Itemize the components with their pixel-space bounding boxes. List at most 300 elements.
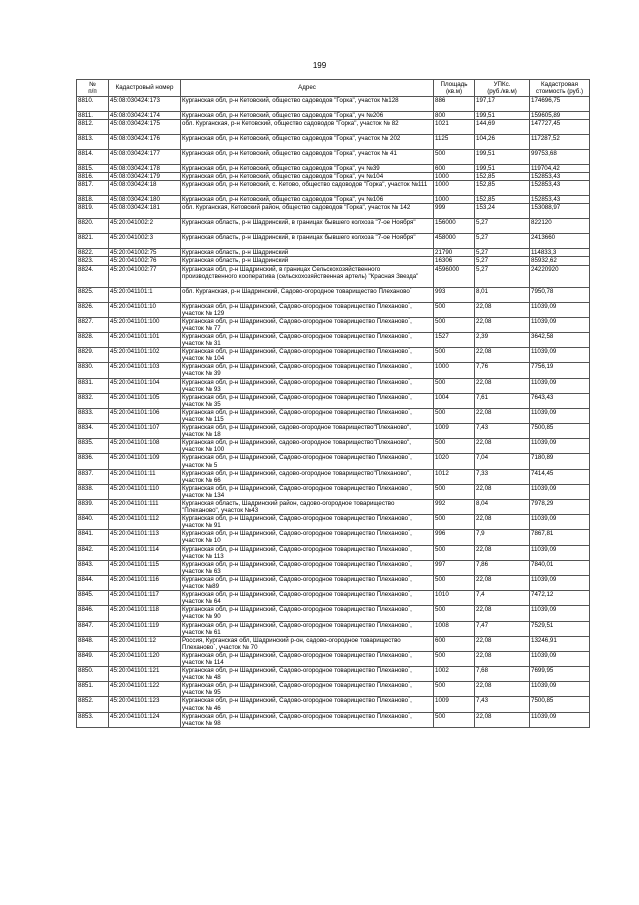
upks-cell: 22,08: [475, 378, 530, 393]
address-cell: Курганская обл, р-н Шадринский, Садово-огородное товарищество Плеханово`, участок № 31: [181, 332, 434, 347]
row-number-cell: 8832.: [77, 393, 109, 408]
address-cell: Россия, Курганская обл, Шадринский р-он, садово-огородное товарищество Плеханово`, участок № 70: [181, 636, 434, 651]
upks-cell: 22,08: [475, 515, 530, 530]
row-number-cell: 8837.: [77, 469, 109, 484]
cadastral-cost-cell: 152853,43: [530, 173, 590, 181]
area-cell: 500: [434, 545, 475, 560]
area-cell: 500: [434, 651, 475, 666]
table-row: [77, 219, 590, 234]
cadastral-number-cell: 45:20:041002:77: [109, 265, 181, 287]
cadastral-number-cell: 45:20:041101:12: [109, 636, 181, 651]
row-number-cell: 8827.: [77, 317, 109, 332]
cadastral-number-cell: 45:08:030424:180: [109, 196, 181, 204]
cadastral-number-cell: 45:20:041101:120: [109, 651, 181, 666]
cadastral-cost-cell: 85932,62: [530, 257, 590, 265]
upks-cell: 5,27: [475, 257, 530, 265]
cadastral-cost-cell: 11039,09: [530, 348, 590, 363]
area-cell: 1000: [434, 181, 475, 196]
upks-cell: 7,61: [475, 393, 530, 408]
upks-cell: 8,01: [475, 287, 530, 302]
cadastral-cost-cell: 2413660: [530, 234, 590, 249]
cadastral-cost-cell: 11039,09: [530, 302, 590, 317]
area-cell: 156000: [434, 219, 475, 234]
cadastral-cost-cell: 7840,01: [530, 560, 590, 575]
address-cell: Курганская обл, р-н Шадринский, Садово-огородное товарищество Плеханово`, участок № 10: [181, 530, 434, 545]
upks-cell: 22,08: [475, 651, 530, 666]
area-cell: 996: [434, 530, 475, 545]
row-number-cell: 8853.: [77, 712, 109, 727]
address-cell: Курганская обл, р-н Шадринский, Садово-огородное товарищество Плеханово`, участок № 39: [181, 363, 434, 378]
table-row: [77, 363, 590, 378]
area-cell: 1527: [434, 332, 475, 347]
area-cell: 1000: [434, 173, 475, 181]
cadastral-cost-cell: 7643,43: [530, 393, 590, 408]
cadastral-number-cell: 45:20:041101:124: [109, 712, 181, 727]
table-row: [77, 439, 590, 454]
area-cell: 1002: [434, 667, 475, 682]
cadastral-number-cell: 45:20:041002:3: [109, 234, 181, 249]
row-number-cell: 8822.: [77, 249, 109, 257]
area-cell: 500: [434, 302, 475, 317]
table-row: [77, 591, 590, 606]
address-cell: Курганская область, р-н Шадринский, в границах бывшего колхоза "7-ое Ноября": [181, 234, 434, 249]
row-number-cell: 8846.: [77, 606, 109, 621]
address-cell: Курганская обл, р-н Кетовский, общество садоводов "Горка", участок №128: [181, 97, 434, 112]
upks-cell: 7,86: [475, 560, 530, 575]
area-cell: 1020: [434, 454, 475, 469]
row-number-cell: 8815.: [77, 165, 109, 173]
cadastral-cost-cell: 11039,09: [530, 682, 590, 697]
table-row: [77, 408, 590, 423]
cadastral-number-cell: 45:20:041101:121: [109, 667, 181, 682]
header-row-number: № п/п: [77, 80, 109, 97]
cadastral-number-cell: 45:08:030424:177: [109, 150, 181, 165]
upks-cell: 22,08: [475, 636, 530, 651]
cadastral-cost-cell: 11039,09: [530, 378, 590, 393]
row-number-cell: 8829.: [77, 348, 109, 363]
table-row: [77, 378, 590, 393]
upks-cell: 7,04: [475, 454, 530, 469]
address-cell: Курганская область, р-н Шадринский, в границах бывшего колхоза "7-ое Ноября": [181, 219, 434, 234]
table-row: [77, 348, 590, 363]
cadastral-number-cell: 45:20:041101:118: [109, 606, 181, 621]
upks-cell: 7,68: [475, 667, 530, 682]
upks-cell: 7,43: [475, 424, 530, 439]
table-row: [77, 204, 590, 219]
cadastral-number-cell: 45:20:041101:111: [109, 500, 181, 515]
row-number-cell: 8817.: [77, 181, 109, 196]
row-number-cell: 8842.: [77, 545, 109, 560]
table-row: [77, 712, 590, 727]
address-cell: Курганская обл, р-н Шадринский, садово-огородное товарищество"Плеханово", участок № 18: [181, 424, 434, 439]
table-row: [77, 120, 590, 135]
table-row: [77, 545, 590, 560]
area-cell: 993: [434, 287, 475, 302]
cadastral-number-cell: 45:20:041101:105: [109, 393, 181, 408]
address-cell: Курганская обл, р-н Шадринский, Садово-огородное товарищество Плеханово`, участок № 91: [181, 515, 434, 530]
cadastral-number-cell: 45:20:041002:2: [109, 219, 181, 234]
row-number-cell: 8833.: [77, 408, 109, 423]
address-cell: Курганская обл, р-н Кетовский, с. Кетово, общество садоводов "Горка", участок №111: [181, 181, 434, 196]
area-cell: 1012: [434, 469, 475, 484]
address-cell: Курганская область, р-н Шадринский: [181, 257, 434, 265]
cadastral-number-cell: 45:20:041101:10: [109, 302, 181, 317]
cadastral-cost-cell: 24220920: [530, 265, 590, 287]
table-row: [77, 667, 590, 682]
row-number-cell: 8844.: [77, 575, 109, 590]
cadastral-cost-cell: 7950,78: [530, 287, 590, 302]
row-number-cell: 8823.: [77, 257, 109, 265]
upks-cell: 199,51: [475, 112, 530, 120]
upks-cell: 22,08: [475, 682, 530, 697]
cadastral-cost-cell: 152853,43: [530, 196, 590, 204]
row-number-cell: 8819.: [77, 204, 109, 219]
header-area: Площадь (кв.м): [434, 80, 475, 97]
row-number-cell: 8841.: [77, 530, 109, 545]
area-cell: 992: [434, 500, 475, 515]
table-row: [77, 257, 590, 265]
cadastral-cost-cell: 11039,09: [530, 575, 590, 590]
row-number-cell: 8820.: [77, 219, 109, 234]
area-cell: 500: [434, 484, 475, 499]
address-cell: Курганская обл, р-н Шадринский, Садово-огородное товарищество Плеханово`, участок № 93: [181, 378, 434, 393]
cadastral-number-cell: 45:20:041101:107: [109, 424, 181, 439]
row-number-cell: 8852.: [77, 697, 109, 712]
address-cell: Курганская обл, р-н Шадринский, Садово-огородное товарищество Плеханово`, участок № 98: [181, 712, 434, 727]
upks-cell: 7,33: [475, 469, 530, 484]
row-number-cell: 8828.: [77, 332, 109, 347]
upks-cell: 22,08: [475, 439, 530, 454]
cadastral-cost-cell: 7180,89: [530, 454, 590, 469]
row-number-cell: 8835.: [77, 439, 109, 454]
address-cell: Курганская обл, р-н Шадринский, Садово-огородное товарищество Плеханово`, участок № 5: [181, 454, 434, 469]
area-cell: 500: [434, 317, 475, 332]
row-number-cell: 8836.: [77, 454, 109, 469]
upks-cell: 7,76: [475, 363, 530, 378]
address-cell: Курганская обл, р-н Шадринский, Садово-огородное товарищество Плеханово`, участок № 115: [181, 408, 434, 423]
upks-cell: 152,85: [475, 173, 530, 181]
table-row: [77, 424, 590, 439]
row-number-cell: 8811.: [77, 112, 109, 120]
row-number-cell: 8813.: [77, 135, 109, 150]
cadastral-value-table: [76, 79, 590, 728]
address-cell: Курганская обл, р-н Шадринский, садово-огородное товарищество"Плеханово", участок № 100: [181, 439, 434, 454]
area-cell: 500: [434, 515, 475, 530]
address-cell: Курганская обл, р-н Шадринский, в границах Сельскохозяйственного производственного кооператива (сельскохозяйственная артель) "Красная Звезда": [181, 265, 434, 287]
upks-cell: 22,08: [475, 484, 530, 499]
cadastral-cost-cell: 147727,45: [530, 120, 590, 135]
upks-cell: 5,27: [475, 249, 530, 257]
table-header-row: [77, 80, 590, 97]
address-cell: Курганская обл, р-н Кетовский, общество садоводов "Горка", уч №104: [181, 173, 434, 181]
cadastral-cost-cell: 7867,81: [530, 530, 590, 545]
header-address: Адрес: [181, 80, 434, 97]
page-number: 199: [312, 61, 327, 70]
cadastral-cost-cell: 3642,58: [530, 332, 590, 347]
table-row: [77, 560, 590, 575]
address-cell: Курганская обл, р-н Кетовский, общество садоводов "Горка", уч №39: [181, 165, 434, 173]
header-cadastral-cost: Кадастровая стоимость (руб.): [530, 80, 590, 97]
area-cell: 1008: [434, 621, 475, 636]
upks-cell: 22,08: [475, 408, 530, 423]
row-number-cell: 8810.: [77, 97, 109, 112]
address-cell: обл. Курганская, р-н Шадринский, Садово-огородное товарищество Плеханово`: [181, 287, 434, 302]
address-cell: Курганская обл, р-н Кетовский, общество садоводов "Горка", участок № 202: [181, 135, 434, 150]
cadastral-number-cell: 45:20:041002:75: [109, 249, 181, 257]
cadastral-number-cell: 45:20:041101:119: [109, 621, 181, 636]
address-cell: Курганская обл, р-н Шадринский, Садово-огородное товарищество Плеханово`, участок № 104: [181, 348, 434, 363]
area-cell: 500: [434, 606, 475, 621]
table-row: [77, 181, 590, 196]
area-cell: 500: [434, 712, 475, 727]
cadastral-cost-cell: 117287,52: [530, 135, 590, 150]
upks-cell: 153,24: [475, 204, 530, 219]
table-row: [77, 234, 590, 249]
address-cell: Курганская обл, р-н Шадринский, Садово-огородное товарищество Плеханово`, участок № 77: [181, 317, 434, 332]
table-row: [77, 530, 590, 545]
area-cell: 21790: [434, 249, 475, 257]
table-row: [77, 621, 590, 636]
table-row: [77, 575, 590, 590]
address-cell: обл. Курганская, Кетовский район, общество садоводов "Горка", участок № 142: [181, 204, 434, 219]
upks-cell: 22,08: [475, 606, 530, 621]
upks-cell: 197,17: [475, 97, 530, 112]
table-row: [77, 150, 590, 165]
cadastral-cost-cell: 11039,09: [530, 651, 590, 666]
area-cell: 800: [434, 112, 475, 120]
upks-cell: 5,27: [475, 265, 530, 287]
table-body: [77, 97, 590, 728]
area-cell: 999: [434, 204, 475, 219]
area-cell: 1000: [434, 196, 475, 204]
row-number-cell: 8851.: [77, 682, 109, 697]
row-number-cell: 8816.: [77, 173, 109, 181]
cadastral-cost-cell: 7414,45: [530, 469, 590, 484]
row-number-cell: 8847.: [77, 621, 109, 636]
row-number-cell: 8831.: [77, 378, 109, 393]
row-number-cell: 8814.: [77, 150, 109, 165]
cadastral-number-cell: 45:20:041101:102: [109, 348, 181, 363]
table-row: [77, 249, 590, 257]
cadastral-number-cell: 45:20:041002:76: [109, 257, 181, 265]
cadastral-cost-cell: 13246,91: [530, 636, 590, 651]
cadastral-cost-cell: 11039,09: [530, 439, 590, 454]
area-cell: 500: [434, 682, 475, 697]
cadastral-number-cell: 45:08:030424:181: [109, 204, 181, 219]
cadastral-cost-cell: 152853,43: [530, 181, 590, 196]
cadastral-number-cell: 45:20:041101:104: [109, 378, 181, 393]
row-number-cell: 8840.: [77, 515, 109, 530]
cadastral-cost-cell: 7756,19: [530, 363, 590, 378]
address-cell: Курганская обл, р-н Шадринский, Садово-огородное товарищество Плеханово`, участок № 95: [181, 682, 434, 697]
cadastral-cost-cell: 99753,68: [530, 150, 590, 165]
table-row: [77, 112, 590, 120]
address-cell: Курганская обл, р-н Шадринский, Садово-огородное товарищество Плеханово`, участок № 61: [181, 621, 434, 636]
row-number-cell: 8824.: [77, 265, 109, 287]
row-number-cell: 8850.: [77, 667, 109, 682]
row-number-cell: 8830.: [77, 363, 109, 378]
upks-cell: 22,08: [475, 302, 530, 317]
address-cell: Курганская обл, р-н Шадринский, Садово-огородное товарищество Плеханово`, участок №89: [181, 575, 434, 590]
table-row: [77, 636, 590, 651]
address-cell: обл. Курганская, р-н Кетовский, общество садоводов "Горка", участок № 82: [181, 120, 434, 135]
address-cell: Курганская обл, р-н Шадринский, Садово-огородное товарищество Плеханово`, участок № 35: [181, 393, 434, 408]
address-cell: Курганская обл, р-н Шадринский, Садово-огородное товарищество Плеханово`, участок № 63: [181, 560, 434, 575]
upks-cell: 8,04: [475, 500, 530, 515]
table-row: [77, 500, 590, 515]
cadastral-cost-cell: 174696,75: [530, 97, 590, 112]
header-upks: УПКс. (руб./кв.м): [475, 80, 530, 97]
cadastral-cost-cell: 7978,29: [530, 500, 590, 515]
upks-cell: 22,08: [475, 575, 530, 590]
cadastral-number-cell: 45:20:041101:108: [109, 439, 181, 454]
address-cell: Курганская обл, р-н Шадринский, Садово-огородное товарищество Плеханово`, участок № 113: [181, 545, 434, 560]
cadastral-cost-cell: 11039,09: [530, 484, 590, 499]
area-cell: 997: [434, 560, 475, 575]
area-cell: 500: [434, 150, 475, 165]
area-cell: 1000: [434, 363, 475, 378]
cadastral-cost-cell: 119704,42: [530, 165, 590, 173]
table-row: [77, 165, 590, 173]
area-cell: 458000: [434, 234, 475, 249]
cadastral-number-cell: 45:20:041101:117: [109, 591, 181, 606]
cadastral-number-cell: 45:20:041101:113: [109, 530, 181, 545]
row-number-cell: 8826.: [77, 302, 109, 317]
area-cell: 500: [434, 408, 475, 423]
upks-cell: 22,08: [475, 712, 530, 727]
address-cell: Курганская обл, р-н Шадринский, садово-огородное товарищество"Плеханово", участок № 66: [181, 469, 434, 484]
cadastral-cost-cell: 11039,09: [530, 317, 590, 332]
upks-cell: 144,69: [475, 120, 530, 135]
cadastral-cost-cell: 822120: [530, 219, 590, 234]
cadastral-cost-cell: 7529,51: [530, 621, 590, 636]
table-row: [77, 332, 590, 347]
address-cell: Курганская обл, р-н Шадринский, Садово-огородное товарищество Плеханово`, участок № 134: [181, 484, 434, 499]
cadastral-number-cell: 45:20:041101:122: [109, 682, 181, 697]
cadastral-cost-cell: 7500,85: [530, 697, 590, 712]
cadastral-cost-cell: 11039,09: [530, 606, 590, 621]
address-cell: Курганская обл, р-н Шадринский, Садово-огородное товарищество Плеханово`, участок № 46: [181, 697, 434, 712]
upks-cell: 7,43: [475, 697, 530, 712]
cadastral-number-cell: 45:08:030424:178: [109, 165, 181, 173]
table-row: [77, 484, 590, 499]
address-cell: Курганская обл, р-н Шадринский, Садово-огородное товарищество Плеханово`, участок № 129: [181, 302, 434, 317]
upks-cell: 199,51: [475, 150, 530, 165]
cadastral-cost-cell: 11039,09: [530, 545, 590, 560]
cadastral-number-cell: 45:20:041101:1: [109, 287, 181, 302]
cadastral-number-cell: 45:20:041101:114: [109, 545, 181, 560]
address-cell: Курганская обл, р-н Шадринский, Садово-огородное товарищество Плеханово`, участок № 48: [181, 667, 434, 682]
cadastral-number-cell: 45:20:041101:116: [109, 575, 181, 590]
cadastral-cost-cell: 11039,09: [530, 712, 590, 727]
cadastral-cost-cell: 159605,89: [530, 112, 590, 120]
upks-cell: 7,4: [475, 591, 530, 606]
upks-cell: 199,51: [475, 165, 530, 173]
area-cell: 500: [434, 575, 475, 590]
table-row: [77, 135, 590, 150]
cadastral-cost-cell: 11039,09: [530, 408, 590, 423]
area-cell: 4596000: [434, 265, 475, 287]
table-row: [77, 317, 590, 332]
upks-cell: 152,85: [475, 181, 530, 196]
row-number-cell: 8848.: [77, 636, 109, 651]
table-row: [77, 265, 590, 287]
upks-cell: 5,27: [475, 234, 530, 249]
table-row: [77, 682, 590, 697]
area-cell: 600: [434, 636, 475, 651]
cadastral-number-cell: 45:20:041101:103: [109, 363, 181, 378]
table-row: [77, 454, 590, 469]
table-row: [77, 196, 590, 204]
row-number-cell: 8812.: [77, 120, 109, 135]
header-cadastral-number: Кадастровый номер: [109, 80, 181, 97]
cadastral-number-cell: 45:08:030424:18: [109, 181, 181, 196]
address-cell: Курганская область, Шадринский район, садово-огородное товарищество "Плеханово", участок №43: [181, 500, 434, 515]
address-cell: Курганская область, р-н Шадринский: [181, 249, 434, 257]
cadastral-number-cell: 45:08:030424:175: [109, 120, 181, 135]
cadastral-number-cell: 45:08:030424:173: [109, 97, 181, 112]
area-cell: 600: [434, 165, 475, 173]
upks-cell: 7,47: [475, 621, 530, 636]
cadastral-cost-cell: 114833,3: [530, 249, 590, 257]
upks-cell: 152,85: [475, 196, 530, 204]
table-row: [77, 393, 590, 408]
cadastral-cost-cell: 153088,97: [530, 204, 590, 219]
cadastral-number-cell: 45:20:041101:123: [109, 697, 181, 712]
area-cell: 886: [434, 97, 475, 112]
area-cell: 500: [434, 348, 475, 363]
cadastral-number-cell: 45:20:041101:109: [109, 454, 181, 469]
cadastral-number-cell: 45:20:041101:106: [109, 408, 181, 423]
area-cell: 500: [434, 378, 475, 393]
row-number-cell: 8839.: [77, 500, 109, 515]
upks-cell: 22,08: [475, 348, 530, 363]
table-row: [77, 515, 590, 530]
table-row: [77, 173, 590, 181]
table-row: [77, 469, 590, 484]
table-row: [77, 302, 590, 317]
cadastral-number-cell: 45:20:041101:110: [109, 484, 181, 499]
cadastral-number-cell: 45:08:030424:174: [109, 112, 181, 120]
table-row: [77, 606, 590, 621]
upks-cell: 22,08: [475, 317, 530, 332]
cadastral-cost-cell: 7500,85: [530, 424, 590, 439]
upks-cell: 7,9: [475, 530, 530, 545]
row-number-cell: 8843.: [77, 560, 109, 575]
row-number-cell: 8845.: [77, 591, 109, 606]
row-number-cell: 8825.: [77, 287, 109, 302]
area-cell: 1125: [434, 135, 475, 150]
cadastral-number-cell: 45:20:041101:100: [109, 317, 181, 332]
upks-cell: 104,26: [475, 135, 530, 150]
area-cell: 1009: [434, 424, 475, 439]
table-row: [77, 97, 590, 112]
table-row: [77, 651, 590, 666]
cadastral-number-cell: 45:20:041101:112: [109, 515, 181, 530]
row-number-cell: 8818.: [77, 196, 109, 204]
address-cell: Курганская обл, р-н Шадринский, Садово-огородное товарищество Плеханово`, участок № 90: [181, 606, 434, 621]
cadastral-number-cell: 45:20:041101:101: [109, 332, 181, 347]
address-cell: Курганская обл, р-н Кетовский, общество садоводов "Горка", уч №106: [181, 196, 434, 204]
upks-cell: 5,27: [475, 219, 530, 234]
area-cell: 1009: [434, 697, 475, 712]
cadastral-number-cell: 45:20:041101:115: [109, 560, 181, 575]
upks-cell: 2,39: [475, 332, 530, 347]
cadastral-number-cell: 45:20:041101:11: [109, 469, 181, 484]
address-cell: Курганская обл, р-н Кетовский, общество садоводов "Горка", уч №206: [181, 112, 434, 120]
area-cell: 16306: [434, 257, 475, 265]
cadastral-cost-cell: 11039,09: [530, 515, 590, 530]
